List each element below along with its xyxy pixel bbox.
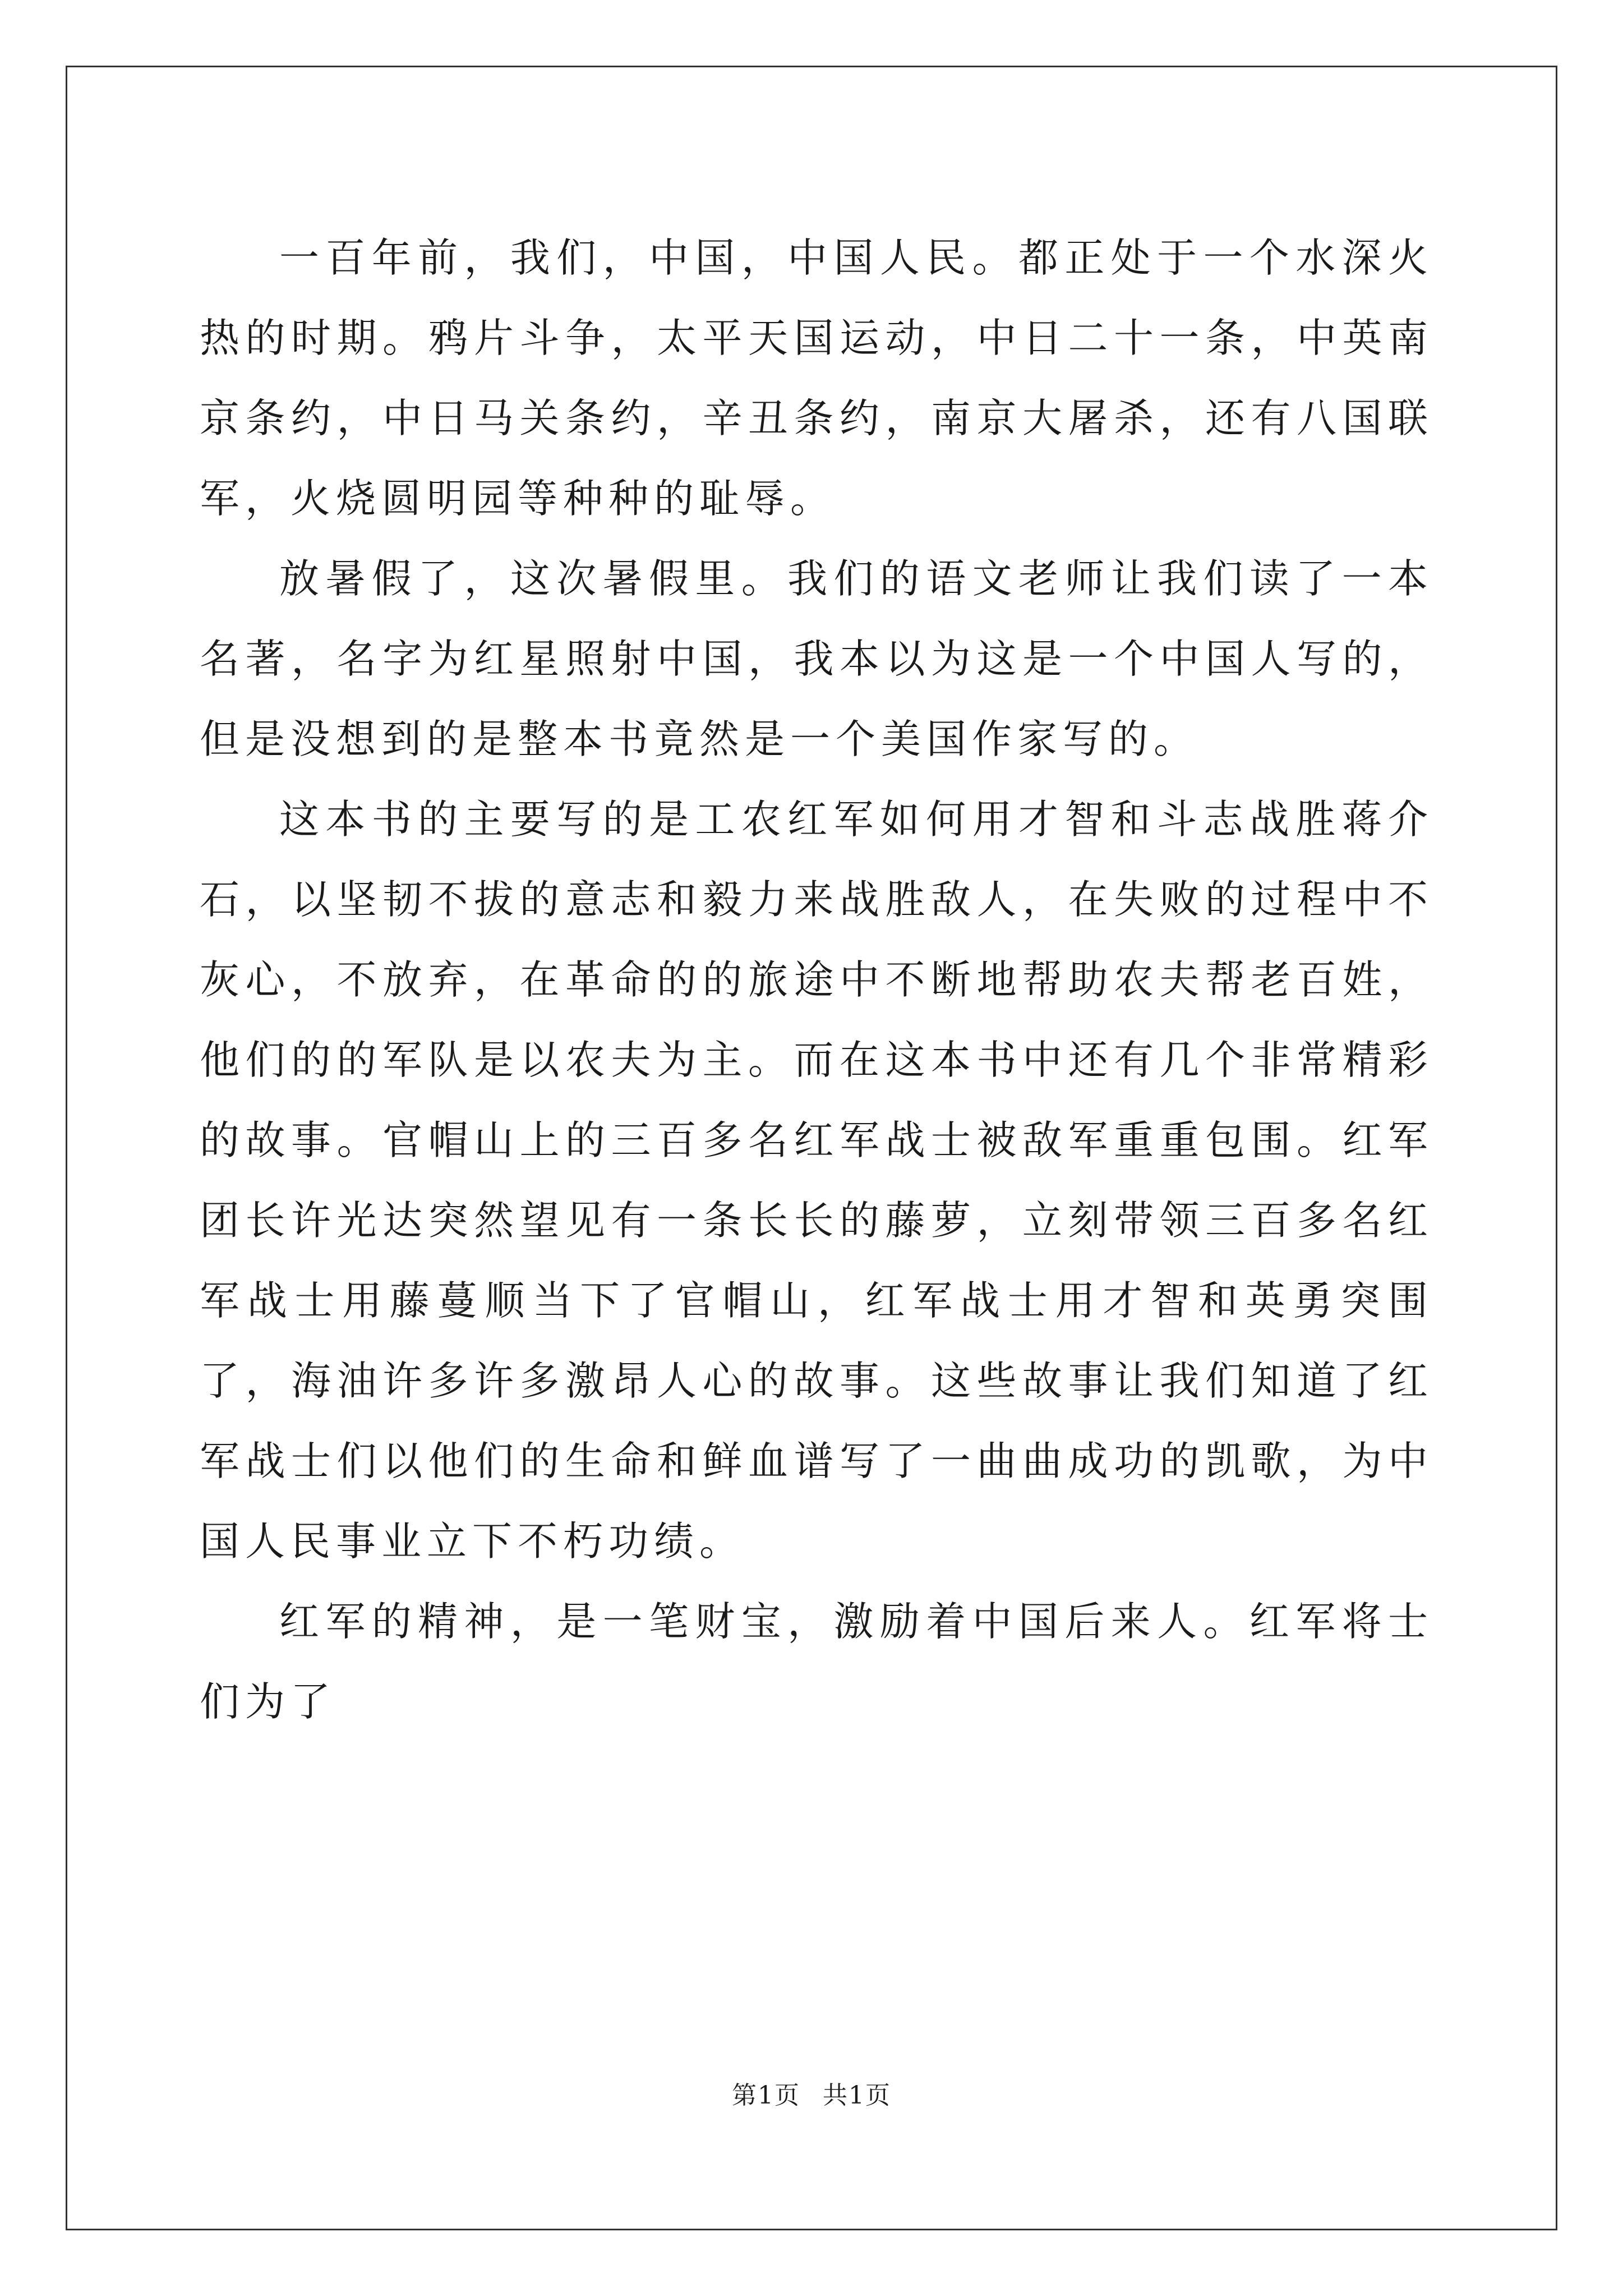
page-footer <box>0 2079 1623 2113</box>
paragraph-1: 一百年前，我们，中国，中国人民。都正处于一个水深火热的时期。鸦片斗争，太平天国运动，中日二十一条，中英南京条约，中日马关条约，辛丑条约，南京大屠杀，还有八国联军，火烧圆明园等种种的耻辱。 <box>200 234 1433 522</box>
page-number: 第1页 <box>732 2081 800 2110</box>
paragraph-4: 红军的精神，是一笔财宝，激励着中国后来人。红军将士们为了 <box>200 1598 1433 1725</box>
page-total: 共1页 <box>823 2081 891 2110</box>
paragraph-2: 放暑假了，这次暑假里。我们的语文老师让我们读了一本名著，名字为红星照射中国，我本以为这是一个中国人写的，但是没想到的是整本书竟然是一个美国作家写的。 <box>200 555 1433 762</box>
paragraph-3: 这本书的主要写的是工农红军如何用才智和斗志战胜蒋介石，以坚韧不拔的意志和毅力来战胜敌人，在失败的过程中不灰心，不放弃，在革命的的旅途中不断地帮助农夫帮老百姓，他们的的军队是以农夫为主。而在这本书中还有几个非常精彩的故事。官帽山上的三百多名红军战士被敌军重重包围。红军团长许光达突然望见有一条长长的藤萝，立刻带领三百多名红军战士用藤蔓顺当下了官帽山，红军战士用才智和英勇突围了，海油许多许多激昂人心的故事。这些故事让我们知道了红军战士们以他们的生命和鲜血谱写了一曲曲成功的凯歌，为中国人民事业立下不朽功绩。 <box>200 796 1433 1565</box>
document-body <box>200 218 1433 1742</box>
